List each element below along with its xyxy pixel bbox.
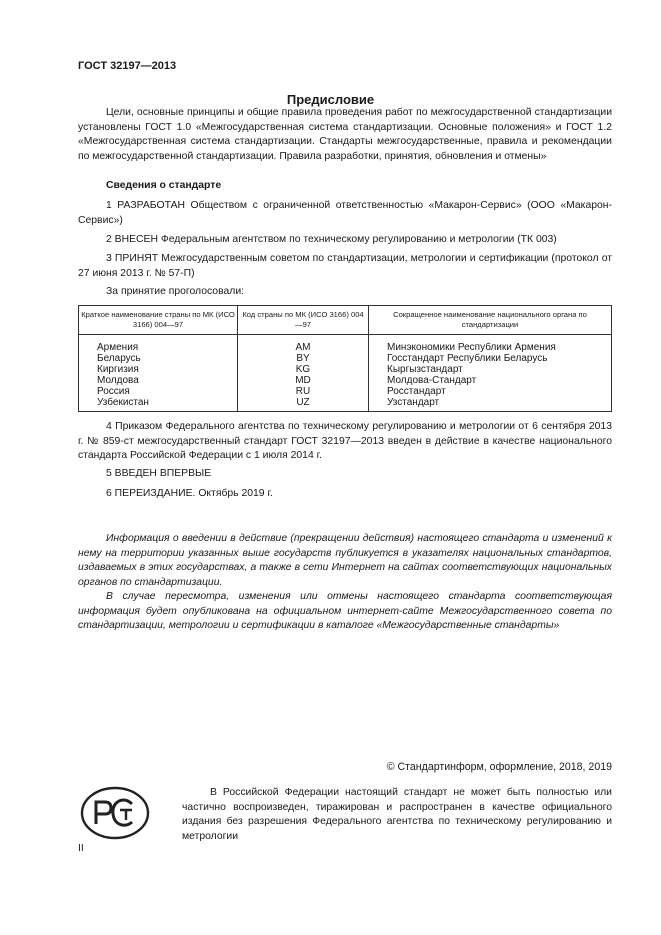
item-4: 4 Приказом Федерального агентства по техническому регулированию и метрологии от 6 сентября 2013 г. № 859-ст межгосударственный стандарт ГОСТ 32197—2013 введен в действие в качестве национального стандарта Российской Федерации с 1 июля 2014 г. <box>78 421 612 461</box>
table-cell-body: Кыргызстандарт <box>369 364 612 375</box>
table-cell-code: RU <box>238 386 369 397</box>
page-number: II <box>78 843 84 854</box>
table-cell-country: Армения <box>79 335 238 354</box>
table-cell-code: UZ <box>238 397 369 412</box>
copyright-line: © Стандартинформ, оформление, 2018, 2019 <box>386 761 612 773</box>
table-cell-country: Узбекистан <box>79 397 238 412</box>
table-header-row <box>79 306 612 335</box>
info-heading: Сведения о стандарте <box>106 180 222 191</box>
italic-note-2: В случае пересмотра, изменения или отмены настоящего стандарта соответствующая информация будет опубликована на официальном интернет-сайте Межгосударственного совета по стандартизации, метрологии и сертификации в каталоге «Межгосударственные стандарты» <box>78 591 612 631</box>
item-2: 2 ВНЕСЕН Федеральным агентством по техническому регулированию и метрологии (ТК 003) <box>106 234 557 245</box>
table-cell-country: Молдова <box>79 375 238 386</box>
table-cell-country: Киргизия <box>79 364 238 375</box>
table-header-code: Код страны по МК (ИСО 3166) 004—97 <box>238 306 369 335</box>
table-row <box>79 353 612 364</box>
item-6: 6 ПЕРЕИЗДАНИЕ. Октябрь 2019 г. <box>106 488 273 499</box>
table-cell-code: KG <box>238 364 369 375</box>
document-header: ГОСТ 32197—2013 <box>78 60 177 72</box>
table-cell-body: Молдова-Стандарт <box>369 375 612 386</box>
table-cell-code: AM <box>238 335 369 354</box>
table-cell-country: Беларусь <box>79 353 238 364</box>
item-1: 1 РАЗРАБОТАН Обществом с ограниченной ответственностью «Макарон-Сервис» (ООО «Макарон-Сервис») <box>78 200 612 226</box>
intro-paragraph: Цели, основные принципы и общие правила проведения работ по межгосударственной стандартизации установлены ГОСТ 1.0 «Межгосударственная система стандартизации. Основные положения» и ГОСТ 1.2 «Межгосударственная система стандартизации. Стандарты межгосударственные, правила и рекомендации по межгосударственной стандартизации. Правила разработки, принятия, обновления и отмены» <box>78 107 612 162</box>
italic-note-1: Информация о введении в действие (прекращении действия) настоящего стандарта и изменений к нему на территории указанных выше государств публикуется в указателях национальных стандартов, издаваемых в этих государствах, а также в сети Интернет на сайтах соответствующих национальных органов по стандартизации. <box>78 533 612 588</box>
table-cell-body: Росстандарт <box>369 386 612 397</box>
table-header-country: Краткое наименование страны по МК (ИСО 3166) 004—97 <box>79 306 238 335</box>
table-row <box>79 397 612 412</box>
voted-label: За принятие проголосовали: <box>106 286 245 297</box>
reproduction-notice: В Российской Федерации настоящий стандарт не может быть полностью или частично воспроизведен, тиражирован и распространен в качестве официального издания без разрешения Федерального агентства по техническому регулированию и метрологии <box>182 787 612 842</box>
table-row <box>79 335 612 354</box>
item-5: 5 ВВЕДЕН ВПЕРВЫЕ <box>106 468 212 479</box>
table-header-body: Сокращенное наименование национального органа по стандартизации <box>369 306 612 335</box>
item-3: 3 ПРИНЯТ Межгосударственным советом по стандартизации, метрологии и сертификации (протокол от 27 июня 2013 г. № 57-П) <box>78 253 612 279</box>
rst-certification-logo-icon <box>80 786 150 845</box>
table-row <box>79 386 612 397</box>
table-cell-country: Россия <box>79 386 238 397</box>
page-title: Предисловие <box>286 92 375 107</box>
table-cell-body: Минэкономики Республики Армения <box>369 335 612 354</box>
table-cell-code: MD <box>238 375 369 386</box>
voting-table <box>78 305 612 412</box>
table-row <box>79 364 612 375</box>
table-cell-body: Узстандарт <box>369 397 612 412</box>
table-cell-code: BY <box>238 353 369 364</box>
table-row <box>79 375 612 386</box>
table-cell-body: Госстандарт Республики Беларусь <box>369 353 612 364</box>
